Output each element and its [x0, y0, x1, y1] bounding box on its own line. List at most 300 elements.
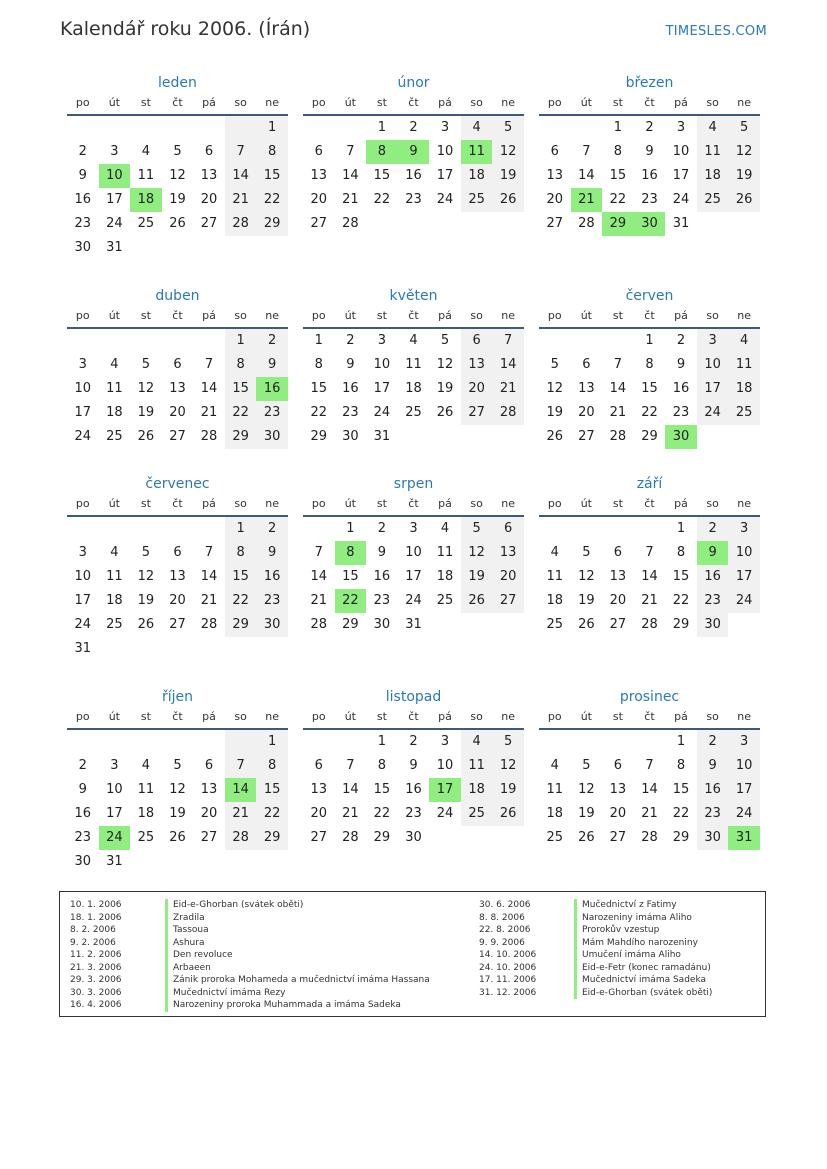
day-cell: 13: [609, 569, 627, 584]
day-cell: 28: [342, 830, 359, 845]
month-name: únor: [397, 75, 430, 91]
day-cell: 27: [546, 216, 564, 231]
day-cell: 19: [137, 405, 155, 420]
weekday-label: čt: [644, 497, 655, 510]
day-cell: 18: [546, 593, 564, 608]
weekday-label: po: [311, 497, 326, 510]
day-cell: 26: [137, 617, 155, 632]
weekday-label: ne: [737, 309, 752, 322]
day-cell: 10: [728, 754, 760, 778]
month-name: červenec: [145, 476, 210, 492]
day-cell: 17: [106, 192, 123, 207]
weekday-label: pá: [674, 96, 688, 109]
holiday-date: 9. 2. 2006: [70, 937, 116, 948]
day-cell: 23: [405, 806, 422, 821]
day-cell: 3: [728, 730, 760, 754]
day-cell: 15: [225, 377, 257, 401]
weekday-label: ne: [737, 497, 752, 510]
day-cell: 10: [672, 144, 690, 159]
day-cell: 15: [225, 565, 257, 589]
holiday-name: Eid-e-Ghorban (svátek oběti): [574, 987, 712, 1000]
day-cell: 26: [578, 830, 595, 845]
day-cell: 5: [440, 333, 450, 348]
day-cell: 13: [169, 569, 186, 584]
weekday-label: po: [547, 309, 562, 322]
day-cell: 9: [256, 541, 288, 565]
month-block: [539, 285, 760, 449]
day-cell: 28: [225, 212, 257, 236]
empty-cell: [602, 329, 634, 353]
day-cell: 27: [169, 617, 186, 632]
day-cell: 23: [256, 401, 288, 425]
day-cell: 25: [546, 830, 564, 845]
day-cell: 3: [409, 521, 418, 536]
day-cell: 12: [137, 381, 155, 396]
day-cell: 2: [377, 521, 387, 536]
day-cell: 13: [200, 782, 218, 797]
empty-cell: [539, 730, 571, 754]
day-cell: 7: [204, 357, 214, 372]
empty-cell: [303, 116, 335, 140]
weekday-label: st: [612, 497, 623, 510]
empty-cell: [193, 116, 225, 140]
holiday-date: 17. 11. 2006: [479, 975, 537, 985]
day-cell: 19: [578, 806, 595, 821]
empty-cell: [461, 212, 493, 236]
day-cell: 24: [728, 589, 760, 613]
day-cell: 13: [310, 782, 328, 797]
day-cell: 20: [310, 192, 328, 207]
day-cell: 29: [602, 212, 634, 236]
day-cell: 13: [169, 381, 186, 396]
day-cell: 8: [335, 541, 367, 565]
empty-cell: [162, 850, 194, 874]
day-cell: 4: [461, 116, 493, 140]
weekday-label: po: [311, 710, 326, 723]
day-cell: 23: [74, 216, 92, 231]
day-cell: 30: [74, 240, 92, 255]
day-cell: 7: [582, 144, 591, 159]
holiday-row: [60, 999, 430, 1012]
empty-cell: [492, 613, 524, 637]
empty-cell: [697, 425, 729, 449]
holiday-row: [469, 974, 712, 987]
day-cell: 12: [492, 140, 524, 164]
empty-cell: [256, 850, 288, 874]
weekday-label: út: [580, 96, 592, 109]
empty-cell: [571, 116, 603, 140]
day-cell: 14: [641, 569, 658, 584]
day-cell: 26: [169, 830, 186, 845]
page-title: Kalendář roku 2006. (Írán): [60, 18, 311, 40]
day-cell: 25: [728, 401, 760, 425]
day-cell: 17: [728, 565, 760, 589]
empty-cell: [225, 116, 257, 140]
day-cell: 30: [697, 826, 729, 850]
day-cell: 4: [550, 545, 559, 560]
day-cell: 11: [106, 569, 123, 584]
day-cell: 26: [728, 188, 760, 212]
empty-cell: [602, 730, 634, 754]
empty-cell: [130, 517, 162, 541]
day-cell: 31: [106, 240, 123, 255]
day-cell: 6: [314, 144, 323, 159]
month-block: [303, 72, 524, 236]
day-cell: 6: [550, 144, 559, 159]
day-cell: 14: [200, 569, 218, 584]
day-grid: [539, 116, 760, 236]
day-cell: 3: [440, 734, 450, 749]
day-cell: 3: [78, 357, 87, 372]
weekday-label: ne: [737, 710, 752, 723]
brand-link[interactable]: TIMESLES.COM: [665, 24, 767, 39]
day-cell: 31: [405, 617, 422, 632]
month-name: leden: [158, 75, 197, 91]
holiday-name: Eid-e-Ghorban (svátek oběti): [165, 899, 303, 912]
empty-cell: [225, 236, 257, 260]
weekday-label: čt: [644, 96, 655, 109]
empty-cell: [162, 236, 194, 260]
day-grid: [303, 730, 524, 850]
day-cell: 8: [314, 357, 323, 372]
day-cell: 14: [641, 782, 658, 797]
month-block: [303, 473, 524, 637]
holiday-date: 22. 8. 2006: [479, 925, 531, 935]
day-cell: 1: [225, 329, 257, 353]
day-cell: 28: [310, 617, 328, 632]
day-cell: 15: [641, 381, 658, 396]
day-cell: 24: [373, 405, 391, 420]
day-cell: 30: [405, 830, 422, 845]
holiday-name: Ashura: [165, 937, 204, 950]
day-cell: 3: [728, 517, 760, 541]
day-cell: 23: [373, 593, 391, 608]
day-cell: 21: [342, 192, 359, 207]
day-cell: 7: [346, 144, 355, 159]
day-cell: 19: [169, 806, 186, 821]
empty-cell: [193, 517, 225, 541]
day-cell: 1: [256, 116, 288, 140]
day-cell: 2: [409, 120, 418, 135]
day-cell: 22: [335, 589, 367, 613]
day-cell: 8: [225, 541, 257, 565]
day-cell: 11: [405, 357, 422, 372]
holiday-row: [60, 912, 430, 925]
empty-cell: [303, 517, 335, 541]
day-cell: 10: [373, 357, 391, 372]
day-cell: 8: [256, 754, 288, 778]
day-cell: 14: [225, 164, 257, 188]
empty-cell: [67, 116, 99, 140]
weekday-label: čt: [408, 497, 419, 510]
weekday-label: so: [234, 309, 247, 322]
holiday-row: [60, 899, 430, 912]
day-cell: 25: [436, 593, 454, 608]
weekday-header: [67, 94, 288, 116]
day-cell: 11: [461, 754, 493, 778]
day-cell: 10: [697, 353, 729, 377]
day-cell: 16: [405, 782, 422, 797]
day-cell: 11: [546, 569, 564, 584]
day-cell: 19: [436, 381, 454, 396]
day-grid: [303, 116, 524, 236]
day-cell: 24: [99, 826, 131, 850]
day-cell: 20: [546, 192, 564, 207]
day-cell: 27: [461, 401, 493, 425]
weekday-label: st: [140, 96, 151, 109]
day-cell: 1: [314, 333, 323, 348]
empty-cell: [539, 116, 571, 140]
day-cell: 5: [728, 116, 760, 140]
day-cell: 4: [728, 329, 760, 353]
day-cell: 3: [78, 545, 87, 560]
day-cell: 30: [373, 617, 391, 632]
day-cell: 31: [373, 429, 391, 444]
day-cell: 11: [546, 782, 564, 797]
day-cell: 12: [169, 782, 186, 797]
day-cell: 6: [314, 758, 323, 773]
empty-cell: [193, 329, 225, 353]
day-cell: 25: [106, 617, 123, 632]
day-cell: 1: [377, 120, 387, 135]
day-cell: 20: [609, 806, 627, 821]
holiday-row: [469, 949, 712, 962]
day-cell: 5: [492, 116, 524, 140]
weekday-label: pá: [438, 309, 452, 322]
day-cell: 31: [672, 216, 690, 231]
day-cell: 3: [676, 120, 686, 135]
weekday-label: so: [706, 309, 719, 322]
month-name: listopad: [385, 689, 442, 705]
day-cell: 20: [169, 405, 186, 420]
day-cell: 30: [342, 429, 359, 444]
day-cell: 1: [613, 120, 623, 135]
day-cell: 25: [137, 830, 155, 845]
day-cell: 26: [492, 802, 524, 826]
day-cell: 4: [409, 333, 418, 348]
empty-cell: [602, 517, 634, 541]
day-cell: 19: [492, 778, 524, 802]
holiday-name: Umučení imáma Aliho: [574, 949, 681, 962]
empty-cell: [193, 850, 225, 874]
empty-cell: [99, 517, 131, 541]
weekday-label: čt: [172, 497, 183, 510]
weekday-label: po: [75, 710, 90, 723]
day-cell: 27: [169, 429, 186, 444]
day-cell: 4: [550, 758, 559, 773]
day-cell: 16: [256, 565, 288, 589]
day-cell: 19: [169, 192, 186, 207]
holiday-date: 31. 12. 2006: [479, 987, 537, 998]
day-cell: 12: [137, 569, 155, 584]
day-cell: 13: [492, 541, 524, 565]
day-cell: 29: [225, 613, 257, 637]
day-cell: 9: [256, 353, 288, 377]
weekday-header: [539, 708, 760, 730]
day-cell: 4: [440, 521, 450, 536]
holiday-date: 30. 3. 2006: [70, 987, 122, 998]
weekday-label: út: [344, 309, 356, 322]
day-cell: 5: [582, 545, 591, 560]
day-cell: 26: [436, 405, 454, 420]
empty-cell: [398, 212, 430, 236]
weekday-label: st: [140, 497, 151, 510]
day-cell: 21: [225, 188, 257, 212]
holiday-row: [469, 899, 712, 912]
day-cell: 23: [697, 589, 729, 613]
month-block: [67, 473, 288, 661]
day-cell: 15: [373, 782, 391, 797]
empty-cell: [162, 116, 194, 140]
day-cell: 12: [461, 541, 493, 565]
day-cell: 20: [310, 806, 328, 821]
holiday-name: Mám Mahdího narozeniny: [574, 937, 698, 950]
day-cell: 17: [106, 806, 123, 821]
weekday-label: po: [547, 497, 562, 510]
empty-cell: [130, 637, 162, 661]
holidays-column-right: [469, 899, 712, 999]
holiday-name: Den revoluce: [165, 949, 233, 962]
day-cell: 6: [492, 517, 524, 541]
day-cell: 28: [200, 429, 218, 444]
day-cell: 25: [137, 216, 155, 231]
day-cell: 9: [645, 144, 654, 159]
empty-cell: [99, 730, 131, 754]
empty-cell: [571, 329, 603, 353]
weekday-label: čt: [172, 309, 183, 322]
day-cell: 18: [461, 778, 493, 802]
weekday-label: po: [311, 96, 326, 109]
empty-cell: [162, 517, 194, 541]
day-cell: 9: [697, 754, 729, 778]
day-cell: 28: [492, 401, 524, 425]
holidays-column-left: [60, 899, 430, 1012]
day-cell: 13: [578, 381, 595, 396]
weekday-label: po: [547, 96, 562, 109]
day-cell: 3: [110, 758, 119, 773]
day-cell: 20: [461, 377, 493, 401]
weekday-label: út: [580, 309, 592, 322]
holiday-date: 18. 1. 2006: [70, 912, 122, 923]
day-cell: 11: [436, 545, 454, 560]
day-cell: 14: [310, 569, 328, 584]
day-cell: 10: [74, 569, 92, 584]
day-cell: 7: [314, 545, 323, 560]
day-cell: 22: [609, 192, 627, 207]
day-cell: 24: [74, 429, 92, 444]
day-cell: 16: [672, 381, 690, 396]
day-cell: 24: [672, 192, 690, 207]
day-cell: 30: [697, 613, 729, 637]
day-cell: 25: [697, 188, 729, 212]
month-block: [67, 686, 288, 874]
holiday-date: 30. 6. 2006: [479, 900, 531, 910]
day-cell: 19: [728, 164, 760, 188]
day-cell: 12: [578, 569, 595, 584]
day-cell: 16: [342, 381, 359, 396]
day-cell: 15: [373, 168, 391, 183]
holiday-row: [60, 949, 430, 962]
weekday-header: [303, 495, 524, 517]
month-name: září: [636, 476, 663, 492]
weekday-header: [67, 708, 288, 730]
day-cell: 11: [106, 381, 123, 396]
day-cell: 27: [578, 429, 595, 444]
weekday-label: út: [108, 96, 120, 109]
weekday-header: [539, 495, 760, 517]
day-cell: 21: [492, 377, 524, 401]
holiday-name: Prorokův vzestup: [574, 924, 659, 937]
month-block: [303, 686, 524, 850]
day-cell: 29: [256, 826, 288, 850]
day-cell: 21: [310, 593, 328, 608]
day-cell: 21: [641, 593, 658, 608]
holiday-name: Eid-e-Fetr (konec ramadánu): [574, 962, 711, 975]
day-cell: 27: [609, 830, 627, 845]
day-cell: 17: [405, 569, 422, 584]
weekday-label: ne: [265, 497, 280, 510]
day-cell: 26: [461, 589, 493, 613]
weekday-header: [303, 94, 524, 116]
weekday-label: čt: [408, 309, 419, 322]
day-cell: 26: [578, 617, 595, 632]
weekday-label: so: [470, 309, 483, 322]
empty-cell: [697, 212, 729, 236]
day-cell: 26: [169, 216, 186, 231]
day-cell: 10: [436, 758, 454, 773]
day-cell: 2: [697, 730, 729, 754]
day-cell: 15: [310, 381, 328, 396]
day-cell: 13: [546, 168, 564, 183]
day-cell: 2: [346, 333, 355, 348]
day-cell: 23: [641, 192, 658, 207]
day-cell: 29: [641, 429, 658, 444]
month-name: říjen: [161, 689, 194, 705]
weekday-label: pá: [438, 96, 452, 109]
day-cell: 18: [130, 188, 162, 212]
day-cell: 1: [676, 734, 686, 749]
day-cell: 24: [106, 216, 123, 231]
weekday-header: [303, 307, 524, 329]
day-cell: 29: [225, 425, 257, 449]
holiday-row: [60, 937, 430, 950]
weekday-label: ne: [265, 309, 280, 322]
day-cell: 17: [74, 405, 92, 420]
day-grid: [539, 730, 760, 850]
day-cell: 27: [200, 830, 218, 845]
weekday-label: so: [706, 96, 719, 109]
day-cell: 19: [137, 593, 155, 608]
holiday-name: Arbaeen: [165, 962, 211, 975]
day-cell: 16: [641, 168, 658, 183]
day-cell: 6: [582, 357, 591, 372]
holiday-name: Mučednictví z Fatimy: [574, 899, 677, 912]
weekday-label: ne: [501, 96, 516, 109]
day-cell: 18: [728, 377, 760, 401]
empty-cell: [193, 236, 225, 260]
weekday-label: pá: [674, 497, 688, 510]
day-cell: 24: [436, 192, 454, 207]
weekday-header: [303, 708, 524, 730]
day-cell: 23: [74, 830, 92, 845]
weekday-label: st: [376, 710, 387, 723]
day-cell: 20: [492, 565, 524, 589]
holiday-row: [60, 924, 430, 937]
empty-cell: [461, 425, 493, 449]
day-cell: 21: [200, 593, 218, 608]
day-cell: 31: [728, 826, 760, 850]
holiday-row: [469, 937, 712, 950]
